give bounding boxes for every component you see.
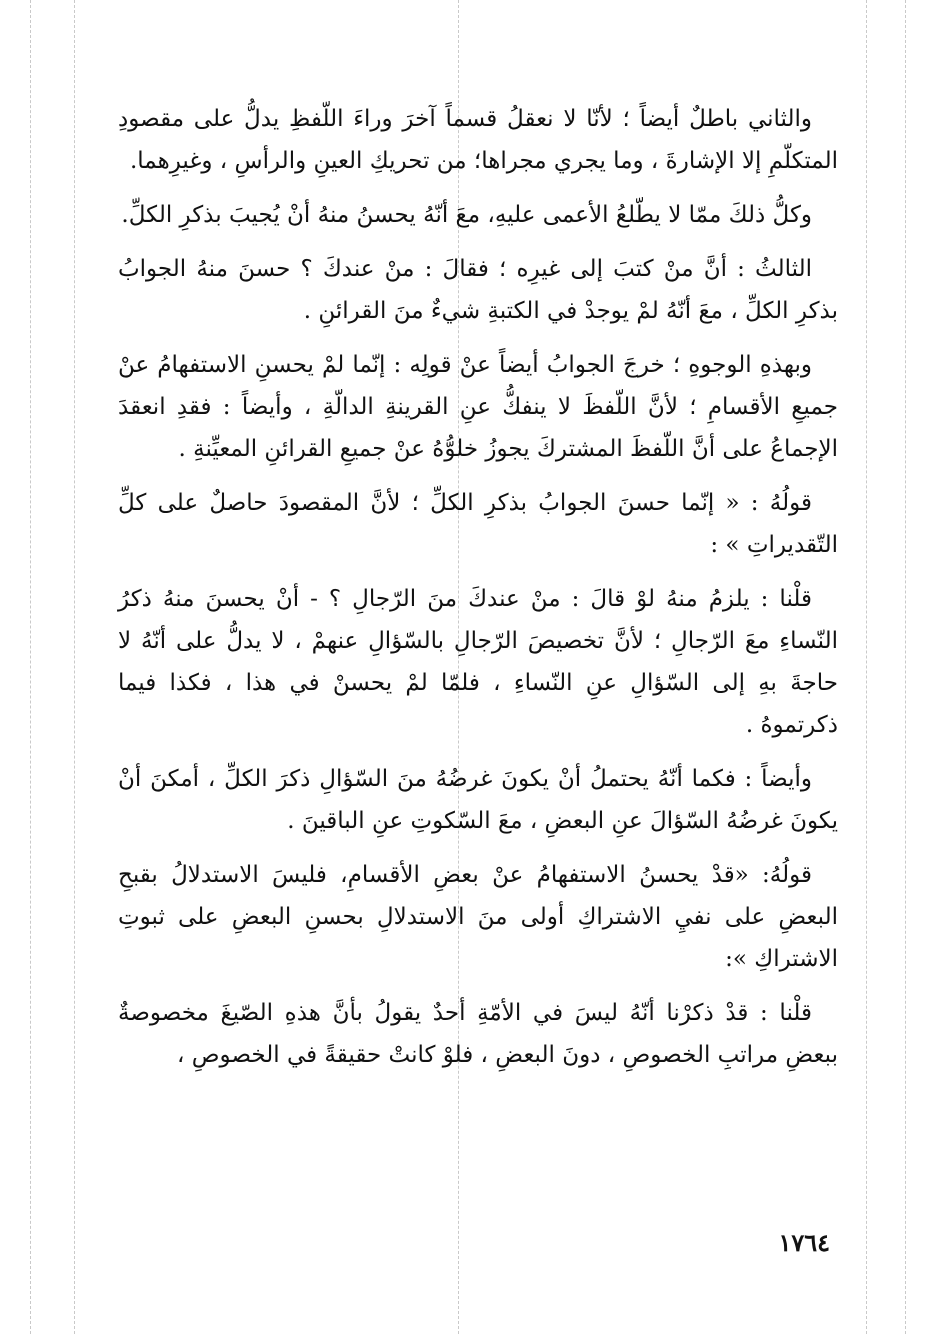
paragraph-4: وبهذهِ الوجوهِ ؛ خرجَ الجوابُ أيضاً عنْ قولِه : إنّما لمْ يحسنِ الاستفهامُ عنْ جميعِ الأقسامِ ؛ لأنَّ اللّفظَ لا ينفكُّ عنِ القرينةِ الدالّةِ ، وأيضاً : فقدِ انعقدَ الإجماعُ على أنَّ اللّفظَ المشتركَ يجوزُ خلوُّهُ عنْ جميعِ القرائنِ المعيِّنةِ . [118,352,838,462]
dotted-guide-line [866,0,867,1334]
paragraph-2: وكلُّ ذلكَ ممّا لا يطّلعُ الأعمى عليهِ، معَ أنّهُ يحسنُ منهُ أنْ يُجيبَ بذكرِ الكلِّ. [121,202,812,228]
paragraph-8: قولُهُ: «قدْ يحسنُ الاستفهامُ عنْ بعضِ الأقسامِ، فليسَ الاستدلالُ بقبحِ البعضِ على نفيِ الاشتراكِ أولى منَ الاستدلالِ بحسنِ البعضِ على ثبوتِ الاشتراكِ »: [118,862,838,972]
paragraph-6: قلْنا : يلزمُ منهُ لوْ قالَ : منْ عندكَ منَ الرّجالِ ؟ - أنْ يحسنَ منهُ ذكرُ النّساءِ معَ الرّجالِ ؛ لأنَّ تخصيصَ الرّجالِ بالسّؤالِ عنهمْ ، لا يدلُّ على أنّهُ لا حاجةَ بهِ إلى السّؤالِ عنِ النّساءِ ، فلمّا لمْ يحسنْ في هذا ، فكذا فيما ذكرتموهُ . [118,586,838,738]
paragraph-7: وأيضاً : فكما أنّهُ يحتملُ أنْ يكونَ غرضُهُ منَ السّؤالِ ذكرَ الكلِّ ، أمكنَ أنْ يكونَ غرضُهُ السّؤالَ عنِ البعضِ ، معَ السّكوتِ عنِ الباقينَ . [118,766,838,834]
paragraph-1: والثاني باطلٌ أيضاً ؛ لأنّا لا نعقلُ قسماً آخرَ وراءَ اللّفظِ يدلُّ على مقصودِ المتكلّمِ إلا الإشارةَ ، وما يجري مجراها؛ من تحريكِ العينِ والرأسِ ، وغيرِهما. [118,106,838,174]
dotted-guide-line [905,0,906,1334]
paragraph-3: الثالثُ : أنَّ منْ كتبَ إلى غيرِه ؛ فقالَ : منْ عندكَ ؟ حسنَ منهُ الجوابُ بذكرِ الكلِّ ، معَ أنّهُ لمْ يوجدْ في الكتبةِ شيءٌ منَ القرائنِ . [118,256,838,324]
dotted-guide-line [74,0,75,1334]
dotted-guide-line [30,0,31,1334]
page-number: ١٧٦٤ [778,1228,830,1257]
paragraph-9: قلْنا : قدْ ذكرْنا أنّهُ ليسَ في الأمّةِ أحدٌ يقولُ بأنَّ هذهِ الصّيغَ مخصوصةٌ ببعضِ مراتبِ الخصوصِ ، دونَ البعضِ ، فلوْ كانتْ حقيقةً في الخصوصِ ، [118,1000,838,1068]
body-text [118,98,838,1076]
paragraph-5: قولُهُ : « إنّما حسنَ الجوابُ بذكرِ الكلِّ ؛ لأنَّ المقصودَ حاصلٌ على كلِّ التّقديراتِ » : [118,490,838,558]
